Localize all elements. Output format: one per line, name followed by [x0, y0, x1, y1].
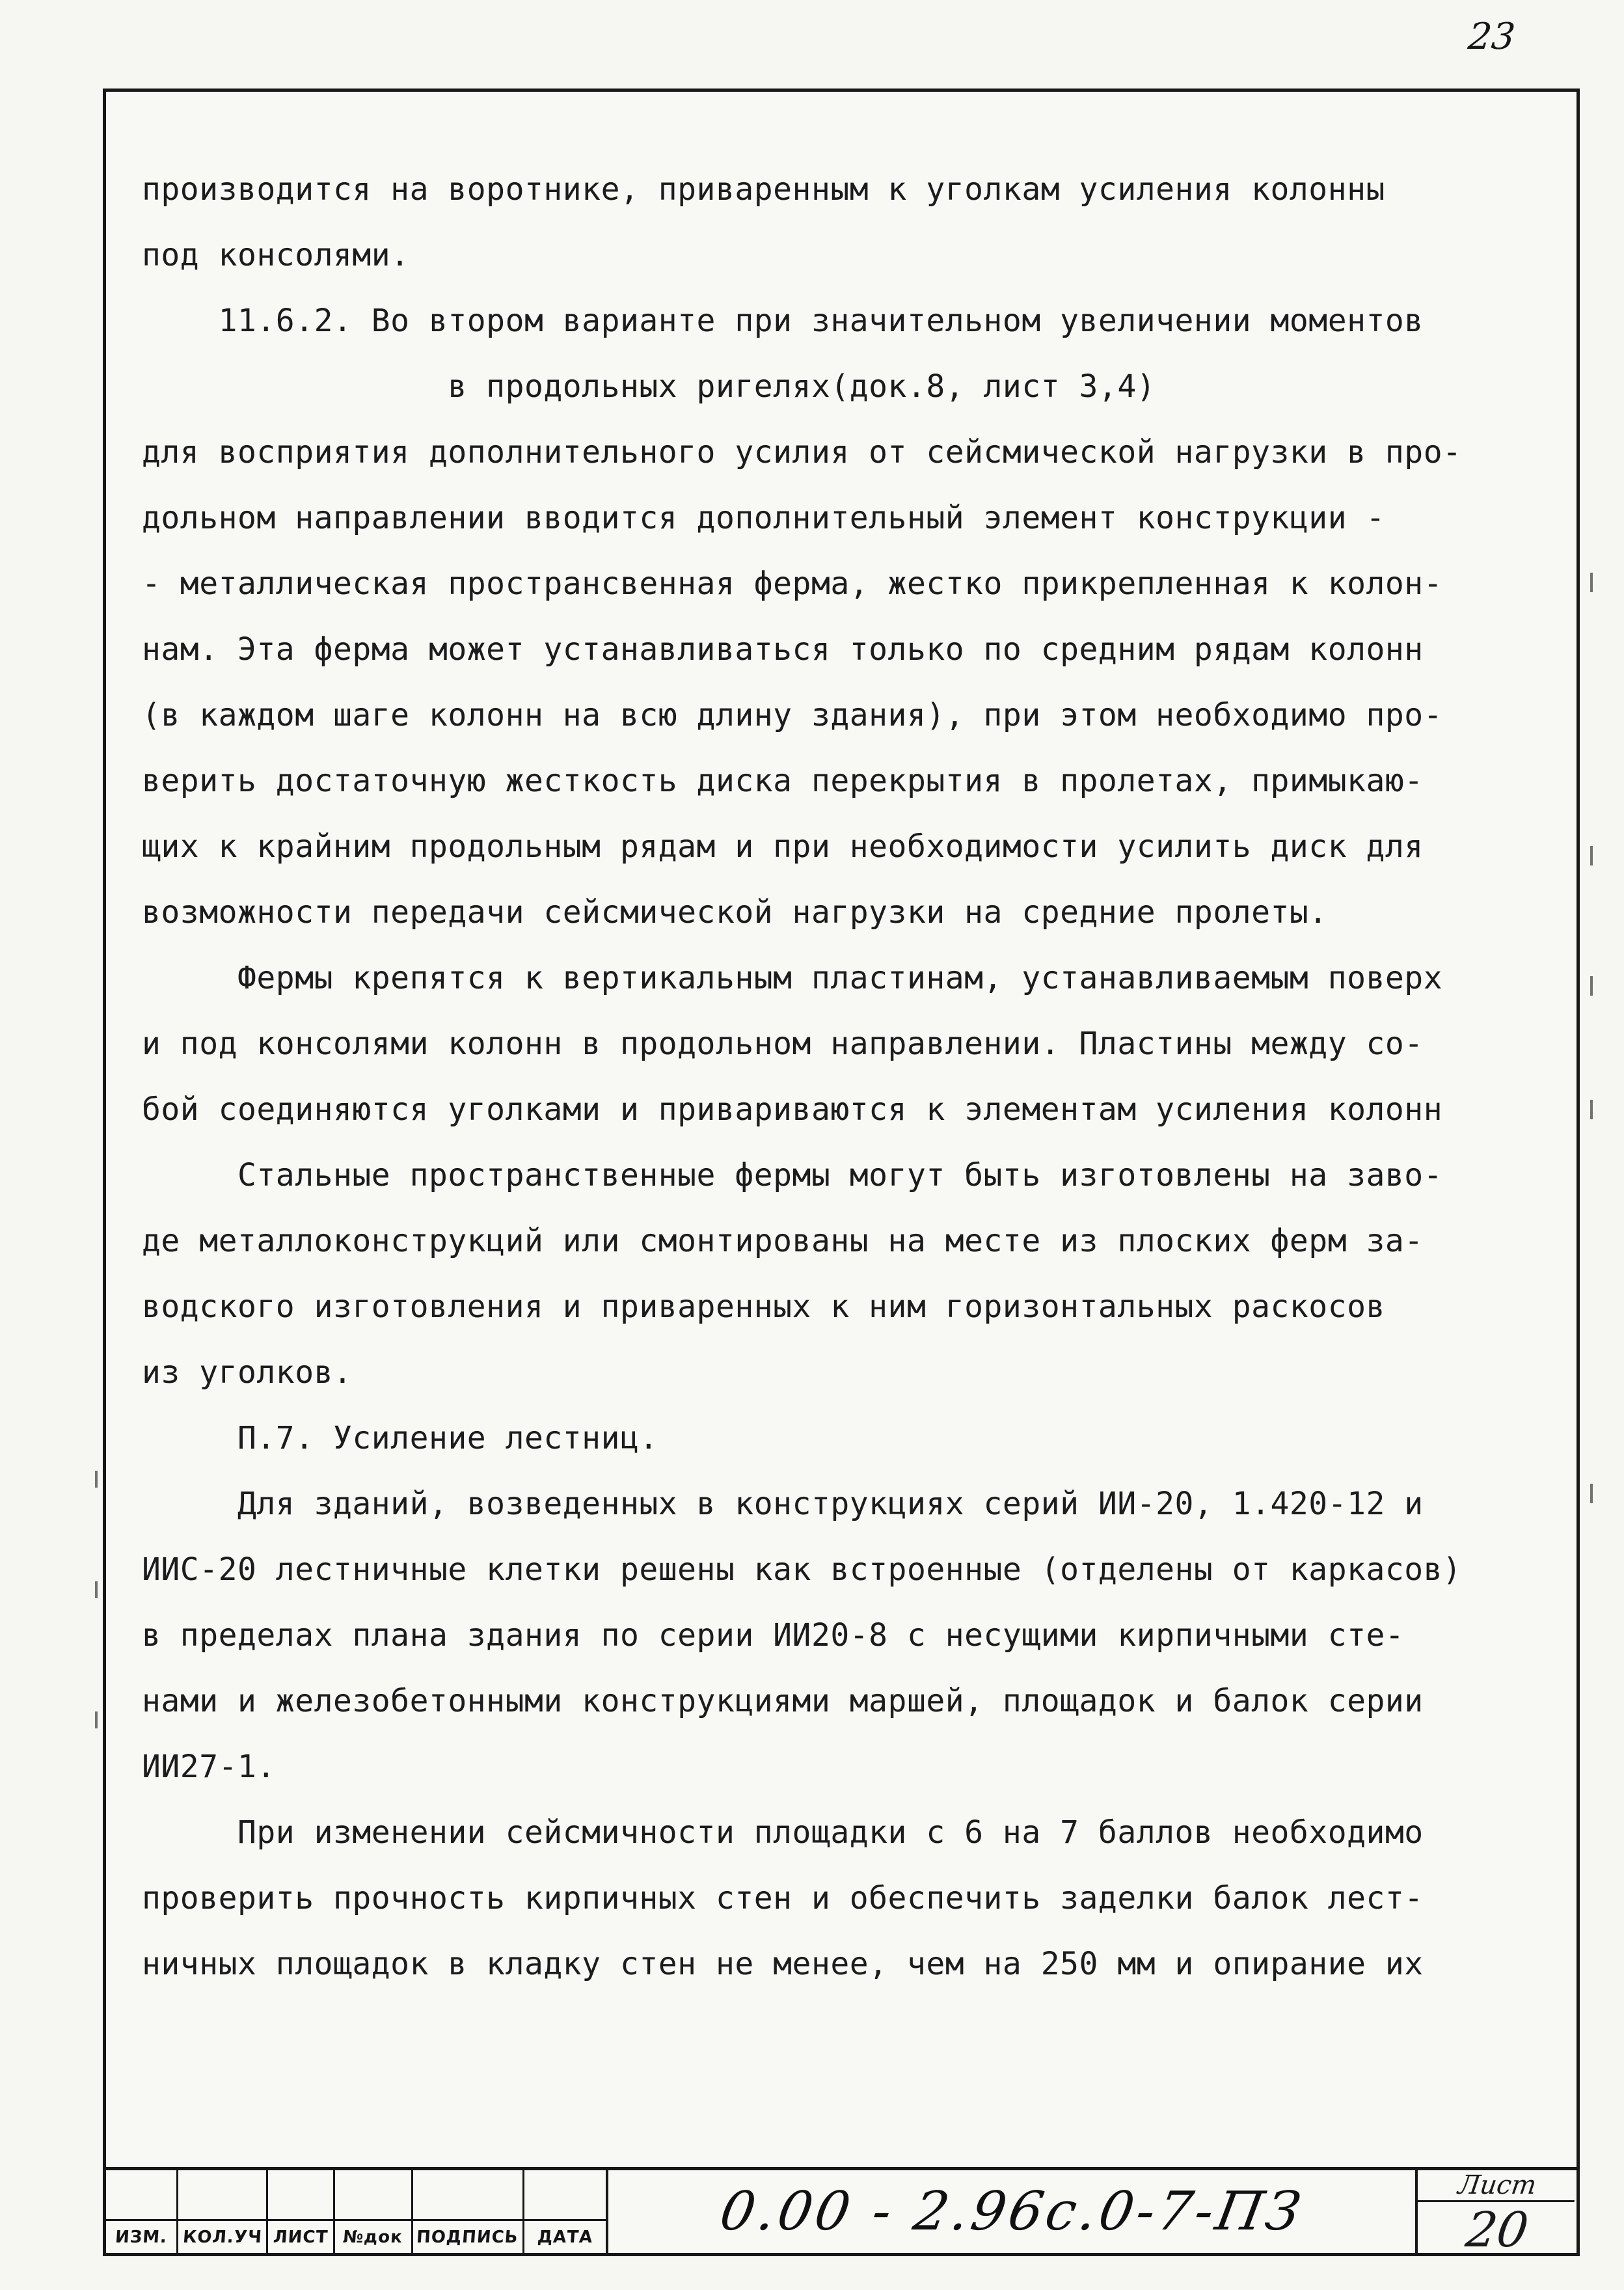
text-line: 11.6.2. Во втором варианте при значительном увеличении моментов: [142, 303, 1424, 339]
text-line: де металлоконструкций или смонтированы на месте из плоских ферм за-: [142, 1223, 1424, 1259]
text-line: дольном направлении вводится дополнительный элемент конструкции -: [142, 500, 1385, 536]
title-block-label-cell: [524, 2221, 606, 2253]
text-line: под консолями.: [142, 237, 410, 273]
title-block-empty-cell: [413, 2170, 524, 2219]
text-line: производится на воротнике, приваренным к уголкам усиления колонны: [142, 171, 1385, 208]
title-block-empty-cell: [268, 2170, 335, 2219]
sheet-cell: [1415, 2170, 1577, 2258]
scan-artifact: [1590, 1100, 1593, 1119]
title-block-label-cell: [178, 2221, 267, 2253]
title-block-label-row: [106, 2221, 606, 2253]
text-line: - металлическая пространсвенная ферма, жестко прикрепленная к колон-: [142, 566, 1443, 602]
text-line: возможности передачи сейсмической нагрузки на средние пролеты.: [142, 894, 1328, 931]
text-line: водского изготовления и приваренных к ним горизонтальных раскосов: [142, 1288, 1385, 1325]
title-block-label-cell: [335, 2221, 413, 2253]
title-block-empty-row: [106, 2170, 606, 2221]
title-block-label-cell: [413, 2221, 524, 2253]
text-line: Фермы крепятся к вертикальным пластинам, устанавливаемым поверх: [142, 960, 1443, 996]
scan-artifact: [1590, 1484, 1593, 1503]
title-block-column-label: ДАТА: [536, 2227, 593, 2247]
page-frame: [103, 89, 1580, 2256]
title-block-column-label: ИЗМ.: [115, 2227, 169, 2247]
title-block-empty-cell: [524, 2170, 606, 2219]
scan-artifact: [1590, 573, 1593, 592]
scan-artifact: [95, 1581, 98, 1598]
title-block-empty-cell: [178, 2170, 267, 2219]
title-block: [106, 2167, 1577, 2258]
text-line: для восприятия дополнительного усилия от сейсмической нагрузки в про-: [142, 434, 1462, 470]
title-block-columns: [106, 2170, 608, 2253]
title-block-empty-cell: [106, 2170, 178, 2219]
text-line: Стальные пространственные фермы могут быть изготовлены на заво-: [142, 1157, 1443, 1193]
text-line: и под консолями колонн в продольном направлении. Пластины между со-: [142, 1026, 1424, 1062]
title-block-column-label: ЛИСТ: [272, 2227, 329, 2247]
title-block-empty-cell: [335, 2170, 413, 2219]
text-line: П.7. Усиление лестниц.: [142, 1420, 658, 1456]
title-block-label-cell: [268, 2221, 335, 2253]
title-block-column-label: №док: [342, 2227, 404, 2247]
document-number-cell: [608, 2170, 1415, 2253]
text-line: в пределах плана здания по серии ИИ20-8 с несущими кирпичными сте-: [142, 1617, 1405, 1654]
scan-artifact: [1590, 976, 1593, 996]
text-line: проверить прочность кирпичных стен и обеспечить заделки балок лест-: [142, 1880, 1424, 1916]
text-line: из уголков.: [142, 1354, 353, 1391]
text-line: в продольных ригелях(док.8, лист 3,4): [142, 368, 1156, 405]
sheet-number: 20: [1462, 2202, 1532, 2258]
title-block-column-label: ПОДПИСЬ: [416, 2227, 519, 2247]
title-block-column-label: КОЛ.УЧ: [182, 2227, 263, 2247]
scan-artifact: [1590, 846, 1593, 866]
text-body: [142, 157, 1560, 1997]
text-line: щих к крайним продольным рядам и при необходимости усилить диск для: [142, 828, 1424, 865]
title-block-label-cell: [106, 2221, 178, 2253]
text-line: (в каждом шаге колонн на всю длину здания), при этом необходимо про-: [142, 697, 1443, 733]
text-line: бой соединяются уголками и привариваются к элементам усиления колонн: [142, 1091, 1443, 1128]
page-number: 23: [1466, 16, 1517, 58]
text-line: ничных площадок в кладку стен не менее, чем на 250 мм и опирание их: [142, 1946, 1424, 1982]
document-number: 0.00 - 2.96с.0-7-ПЗ: [715, 2181, 1308, 2242]
text-line: При изменении сейсмичности площадки с 6 на 7 баллов необходимо: [142, 1814, 1424, 1851]
text-line: ИИС-20 лестничные клетки решены как встроенные (отделены от каркасов): [142, 1551, 1462, 1588]
text-line: нами и железобетонными конструкциями маршей, площадок и балок серии: [142, 1683, 1424, 1719]
text-line: Для зданий, возведенных в конструкциях серий ИИ-20, 1.420-12 и: [142, 1486, 1424, 1522]
text-line: верить достаточную жесткость диска перекрытия в пролетах, примыкаю-: [142, 763, 1424, 799]
sheet-label: Лист: [1416, 2170, 1579, 2202]
text-line: нам. Эта ферма может устанавливаться только по средним рядам колонн: [142, 631, 1424, 668]
scan-artifact: [95, 1711, 98, 1728]
text-line: ИИ27-1.: [142, 1749, 276, 1785]
scan-artifact: [95, 1471, 98, 1488]
